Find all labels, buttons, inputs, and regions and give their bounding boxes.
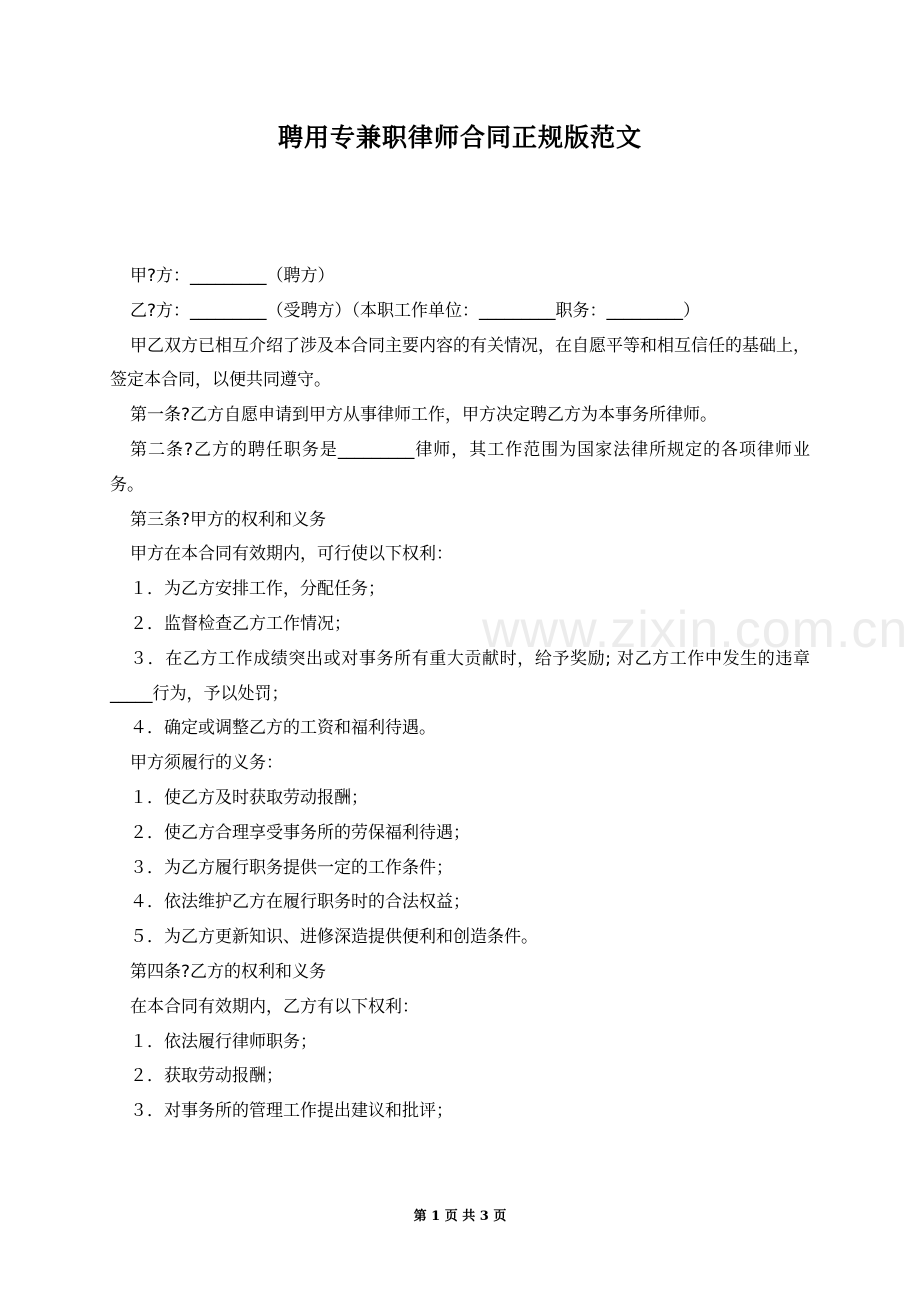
paragraph: 第四条?乙方的权利和义务	[130, 961, 327, 982]
paragraph: 甲方在本合同有效期内，可行使以下权利：	[130, 544, 453, 565]
paragraph: ４．确定或调整乙方的工资和福利待遇。	[130, 718, 436, 739]
document-body	[110, 259, 810, 1129]
paragraph: ４．依法维护乙方在履行职务时的合法权益；	[130, 892, 470, 913]
paragraph: ３．为乙方履行职务提供一定的工作条件；	[130, 857, 453, 878]
paragraph: ３．对事务所的管理工作提出建议和批评；	[130, 1101, 453, 1122]
paragraph: １．使乙方及时获取劳动报酬；	[130, 787, 368, 808]
paragraph: 甲方须履行的义务：	[130, 753, 283, 774]
paragraph: 第一条?乙方自愿申请到甲方从事律师工作，甲方决定聘乙方为本事务所律师。	[130, 405, 718, 426]
paragraph: 在本合同有效期内，乙方有以下权利：	[130, 996, 419, 1017]
paragraph: 乙?方：_________（受聘方）（本职工作单位：_________职务：_________）	[130, 300, 701, 321]
paragraph: １．为乙方安排工作，分配任务；	[130, 579, 385, 600]
paragraph: ５．为乙方更新知识、进修深造提供便利和创造条件。	[130, 927, 538, 948]
paragraph: ２．监督检查乙方工作情况；	[130, 613, 351, 634]
watermark: www.zixin.com.cn	[482, 601, 909, 659]
paragraph: 第三条?甲方的权利和义务	[130, 509, 327, 530]
paragraph: ３．在乙方工作成绩突出或对事务所有重大贡献时，给予奖励; 对乙方工作中发生的违章_____行为，予以处罚；	[110, 648, 810, 704]
page-footer: 第 1 页 共 3 页	[413, 1209, 507, 1224]
paragraph: １．依法履行律师职务；	[130, 1031, 317, 1052]
paragraph: 第二条?乙方的聘任职务是_________律师，其工作范围为国家法律所规定的各项律师业务。	[110, 439, 810, 495]
paragraph: ２．获取劳动报酬；	[130, 1066, 283, 1087]
document-title: 聘用专兼职律师合同正规版范文	[277, 123, 642, 152]
paragraph: 甲?方：_________（聘方）	[130, 266, 335, 286]
paragraph: 甲乙双方已相互介绍了涉及本合同主要内容的有关情况，在自愿平等和相互信任的基础上，签定本合同，以便共同遵守。	[110, 335, 810, 391]
paragraph: ２．使乙方合理享受事务所的劳保福利待遇；	[130, 822, 470, 843]
